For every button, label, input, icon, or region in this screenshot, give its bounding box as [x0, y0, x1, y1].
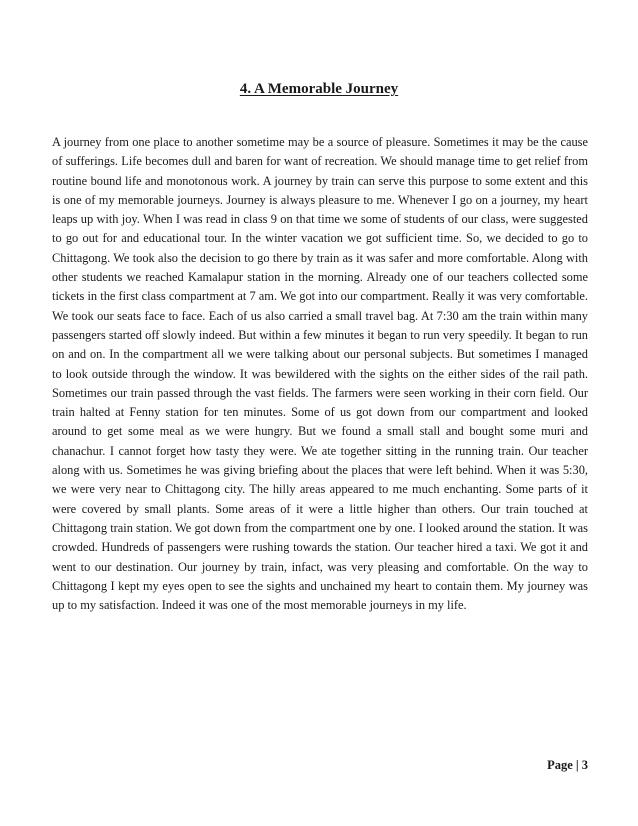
document-title: 4. A Memorable Journey [239, 81, 399, 97]
page-number: Page | 3 [547, 758, 588, 772]
body-paragraph: A journey from one place to another sometime may be a source of pleasure. Sometimes it may be the cause of sufferings. Life becomes dull and baren for want of recreation. We should manage time to get relief from routine bound life and monotonous work. A journey by train can serve this purpose to some extent and this is one of my memorable journeys. Journey is always pleasure to me. Whenever I go on a journey, my heart leaps up with joy. When I was read in class 9 on that time we some of students of our class, were suggested to go out for and educational tour. In the winter vacation we got sufficient time. So, we decided to go to Chittagong. We took also the decision to go there by train as it was safer and more comfortable. Along with other students we reached Kamalapur station in the morning. Already one of our teachers collected some tickets in the first class compartment at 7 am. We got into our compartment. Really it was very comfortable. We took our seats face to face. Each of us also carried a small travel bag. At 7:30 am the train within many passengers started off slowly indeed. But within a few minutes it began to run very speedily. It began to run on and on. In the compartment all we were talking about our personal subjects. But sometimes I managed to look outside through the window. It was bewildered with the sights on the either sides of the rail path. Sometimes our train passed through the vast fields. The farmers were seen working in their corn field. Our train halted at Fenny station for ten minutes. Some of us got down from our compartment and looked around to get some meal as we were hungry. But we found a small stall and bought some muri and chanachur. I cannot forget how tasty they were. We ate together sitting in the running train. Our teacher along with us. Sometimes he was giving briefing about the places that were left behind. When it was 5:30, we were very near to Chittagong city. The hilly areas appeared to me much enchanting. Some parts of it were covered by small plants. Some areas of it were a little higher than others. Our train touched at Chittagong train station. We got down from the compartment one by one. I looked around the station. It was crowded. Hundreds of passengers were rushing towards the station. Our teacher hired a taxi. We got it and went to our destination. Our journey by train, infact, was very pleasing and comfortable. On the way to Chittagong I kept my eyes open to see the sights and unchained my heart to contain them. My journey was up to my satisfaction. Indeed it was one of the most memorable journeys in my life. [52, 135, 588, 613]
